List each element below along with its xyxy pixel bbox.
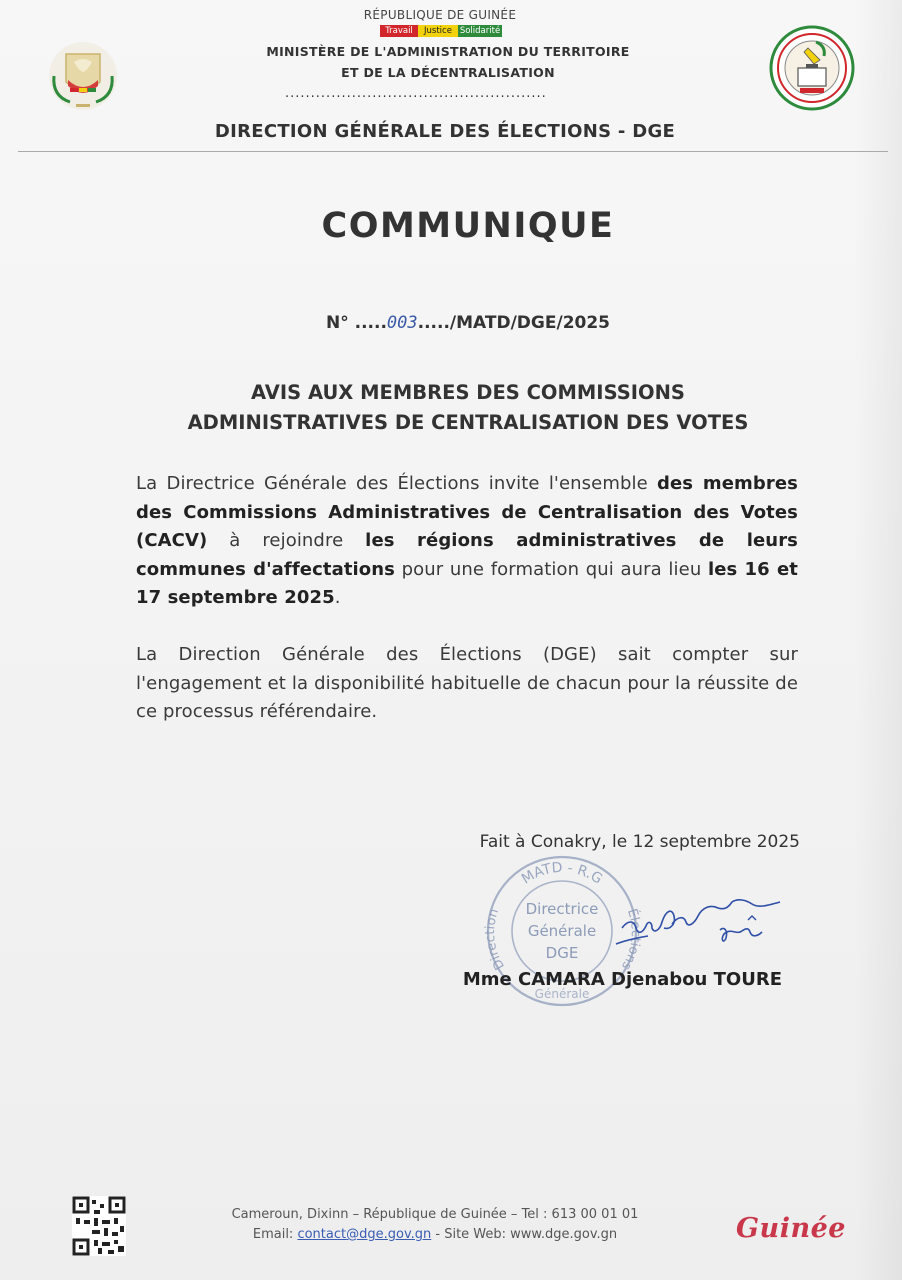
footer-email-link[interactable]: contact@dge.gov.gn [297,1227,432,1242]
page-edge-shadow [854,0,902,1280]
motto-travail: Travail [380,25,418,37]
paragraph-invitation [136,470,798,613]
footer-email-label: Email: [252,1227,298,1242]
stamp-top-text: MATD - R.G [519,859,606,888]
footer-site: - Site Web: www.dge.gov.gn [431,1227,618,1242]
national-motto [380,25,502,37]
signer-name: Mme CAMARA Djenabou TOURE [462,969,782,990]
matd-seal-icon [768,24,856,112]
footer-contact [180,1227,690,1242]
p1-bold-regions: les régions administratives de leurs communes d'affectations [136,530,798,580]
place-and-date: Fait à Conakry, le 12 septembre 2025 [479,832,800,852]
reference-number [200,313,736,333]
footer-address: Cameroun, Dixinn – République de Guinée – Tel : 613 00 01 01 [231,1207,639,1222]
header-divider [18,151,888,152]
dotted-separator: ................................................... [285,86,547,101]
qr-code-icon [72,1196,126,1256]
reference-prefix: N° ..... [325,313,387,333]
notice-heading-line-1: AVIS AUX MEMBRES DES COMMISSIONS [251,381,685,404]
paragraph-engagement: La Direction Générale des Élections (DGE) sait compter sur l'engagement et la disponibilité habituelle de chacun pour la réussite de ce processus référendaire. [136,644,798,722]
stamp-center-line-1: Directrice [525,900,599,918]
p1-text-a: La Directrice Générale des Élections invite l'ensemble [136,473,657,494]
notice-heading [130,378,806,438]
reference-suffix: ...../MATD/DGE/2025 [417,313,611,333]
stamp-right-text: Élections [618,906,643,973]
p1-text-g: . [334,587,341,608]
ministry-line-1: MINISTÈRE DE L'ADMINISTRATION DU TERRITOIRE [266,44,630,59]
stamp-bottom-text: Générale [534,987,590,1001]
guinea-coat-of-arms-icon [44,36,122,114]
p1-bold-members: des membres des Commissions Administratives de Centralisation des Votes (CACV) [136,473,798,551]
stamp-left-text: Direction [483,906,508,973]
p1-text-c: à rejoindre [207,530,366,551]
motto-justice: Justice [418,25,458,37]
direction-name: DIRECTION GÉNÉRALE DES ÉLECTIONS - DGE [214,121,676,142]
ministry-name [248,41,648,83]
reference-handwritten-number: 003 [386,313,418,333]
republic-name: RÉPUBLIQUE DE GUINÉE [363,8,517,22]
ministry-line-2: ET DE LA DÉCENTRALISATION [341,65,555,80]
p1-text-e: pour une formation qui aura lieu [394,558,708,580]
document-title: COMMUNIQUE [321,206,615,246]
p1-bold-dates: les 16 et 17 septembre 2025 [136,558,798,608]
stamp-center-line-3: DGE [545,944,579,962]
handwritten-signature [612,880,792,960]
guinee-brand-logo: Guinée [736,1213,846,1244]
notice-heading-line-2: ADMINISTRATIVES DE CENTRALISATION DES VOTES [187,411,749,434]
motto-solidarite: Solidarité [459,26,501,36]
stamp-center-line-2: Générale [527,922,597,940]
